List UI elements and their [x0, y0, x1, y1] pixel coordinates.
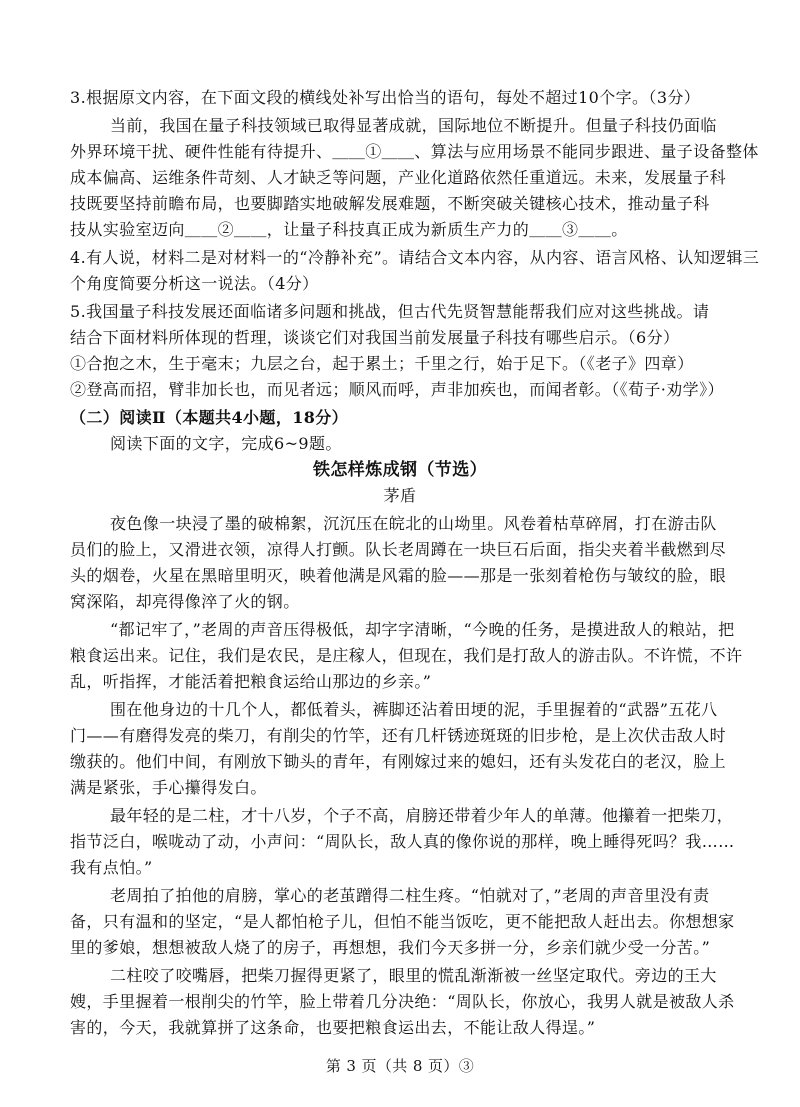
article-paragraph-line: 满是紧张，手心攥得发白。 — [70, 778, 267, 797]
article-paragraph-line: 指节泛白，喉咙动了动，小声问：“周队长，敌人真的像你说的那样，晚上睡得死吗？我…… — [70, 832, 735, 851]
article-paragraph-line: 粮食运出来。记住，我们是农民，是庄稼人，但现在，我们是打敌人的游击队。不许慌，不许 — [70, 646, 743, 665]
question-5-prompt: 5.我国量子科技发展还面临诸多问题和挑战，但古代先贤智慧能帮我们应对这些挑战。请 — [70, 302, 710, 321]
article-paragraph-line: 围在他身边的十几个人，都低着头，裤脚还沾着田埂的泥，手里握着的“武器”五花八 — [110, 700, 718, 719]
question-5-material-2: ②登高而招，臂非加长也，而见者远；顺风而呼，声非加疾也，而闻者彰。（《荀子·劝学》） — [70, 380, 724, 399]
question-4-prompt-cont: 个角度简要分析这一说法。（4分） — [70, 274, 319, 293]
article-title: 铁怎样炼成钢（节选） — [313, 460, 487, 480]
article-author: 茅盾 — [383, 486, 417, 505]
article-paragraph-line: 夜色像一块浸了墨的破棉絮，沉沉压在皖北的山坳里。风卷着枯草碎屑，打在游击队 — [110, 514, 717, 533]
article-paragraph-line: 头的烟卷，火星在黑暗里明灭，映着他满是风霜的脸——那是一张刻着枪伤与皱纹的脸，眼 — [70, 566, 727, 585]
question-3-prompt: 3.根据原文内容，在下面文段的横线处补写出恰当的语句，每处不超过10个字。（3分） — [70, 88, 701, 107]
article-paragraph-line: 员们的脸上，又滑进衣领，凉得人打颤。队长老周蹲在一块巨石后面，指尖夹着半截燃到尽 — [70, 540, 727, 559]
question-5-material-1: ①合抱之木，生于毫末；九层之台，起于累土；千里之行，始于足下。（《老子》四章） — [70, 354, 694, 373]
article-paragraph-line: 里的爹娘，想想被敌人烧了的房子，再想想，我们今天多拼一分，乡亲们就少受一分苦。” — [70, 938, 711, 957]
page-footer: 第 3 页（共 8 页）③ — [325, 1057, 475, 1075]
article-paragraph-line: 嫂，手里握着一根削尖的竹竿，脸上带着几分决绝：“周队长，你放心，我男人就是被敌人杀 — [70, 992, 735, 1011]
article-paragraph-line: 二柱咬了咬嘴唇，把柴刀握得更紧了，眼里的慌乱渐渐被一丝坚定取代。旁边的王大 — [110, 966, 717, 985]
article-paragraph-line: 害的，今天，我就算拼了这条命，也要把粮食运出去，不能让敌人得逞。” — [70, 1018, 596, 1037]
section-instruction: 阅读下面的文字，完成6~9题。 — [110, 434, 342, 453]
question-5-prompt-cont: 结合下面材料所体现的哲理，谈谈它们对我国当前发展量子科技有哪些启示。（6分） — [70, 328, 680, 347]
question-3-passage-line: 成本偏高、运维条件苛刻、人才缺乏等问题，产业化道路依然任重道远。未来，发展量子科 — [70, 168, 727, 187]
article-paragraph-line: 老周拍了拍他的肩膀，掌心的老茧蹭得二柱生疼。“怕就对了，”老周的声音里没有责 — [110, 886, 710, 905]
article-paragraph-line: 最年轻的是二柱，才十八岁，个子不高，肩膀还带着少年人的单薄。他攥着一把柴刀， — [110, 806, 734, 825]
question-3-passage-line: 技从实验室迈向＿＿②＿＿，让量子科技真正成为新质生产力的＿＿③＿＿。 — [70, 220, 628, 239]
article-paragraph-line: 缴获的。他们中间，有刚放下锄头的青年，有刚嫁过来的媳妇，还有头发花白的老汉，脸上 — [70, 752, 727, 771]
section-heading: （二）阅读Ⅱ（本题共4小题，18分） — [70, 408, 349, 427]
question-3-passage-line: 外界环境干扰、硬件性能有待提升、＿＿①＿＿、算法与应用场景不能同步跟进、量子设备整体 — [70, 142, 759, 161]
question-3-passage-line: 技既要坚持前瞻布局，也要脚踏实地破解发展难题，不断突破关键核心技术，推动量子科 — [70, 194, 710, 213]
article-paragraph-line: 窝深陷，却亮得像淬了火的钢。 — [70, 592, 300, 611]
question-4-prompt: 4.有人说，材料二是对材料一的“冷静补充”。请结合文本内容，从内容、语言风格、认知逻辑三 — [70, 248, 760, 267]
article-paragraph-line: 我有点怕。” — [70, 858, 153, 877]
article-paragraph-line: “都记牢了，”老周的声音压得极低，却字字清晰，“今晚的任务，是摸进敌人的粮站，把 — [110, 620, 735, 639]
article-paragraph-line: 乱，听指挥，才能活着把粮食运给山那边的乡亲。” — [70, 672, 432, 691]
question-3-passage-line: 当前，我国在量子科技领域已取得显著成就，国际地位不断提升。但量子科技仍面临 — [110, 116, 717, 135]
article-paragraph-line: 门——有磨得发亮的柴刀，有削尖的竹竿，还有几杆锈迹斑斑的旧步枪，是上次伏击敌人时 — [70, 726, 727, 745]
article-paragraph-line: 备，只有温和的坚定，“是人都怕枪子儿，但怕不能当饭吃，更不能把敌人赶出去。你想想家 — [70, 912, 735, 931]
